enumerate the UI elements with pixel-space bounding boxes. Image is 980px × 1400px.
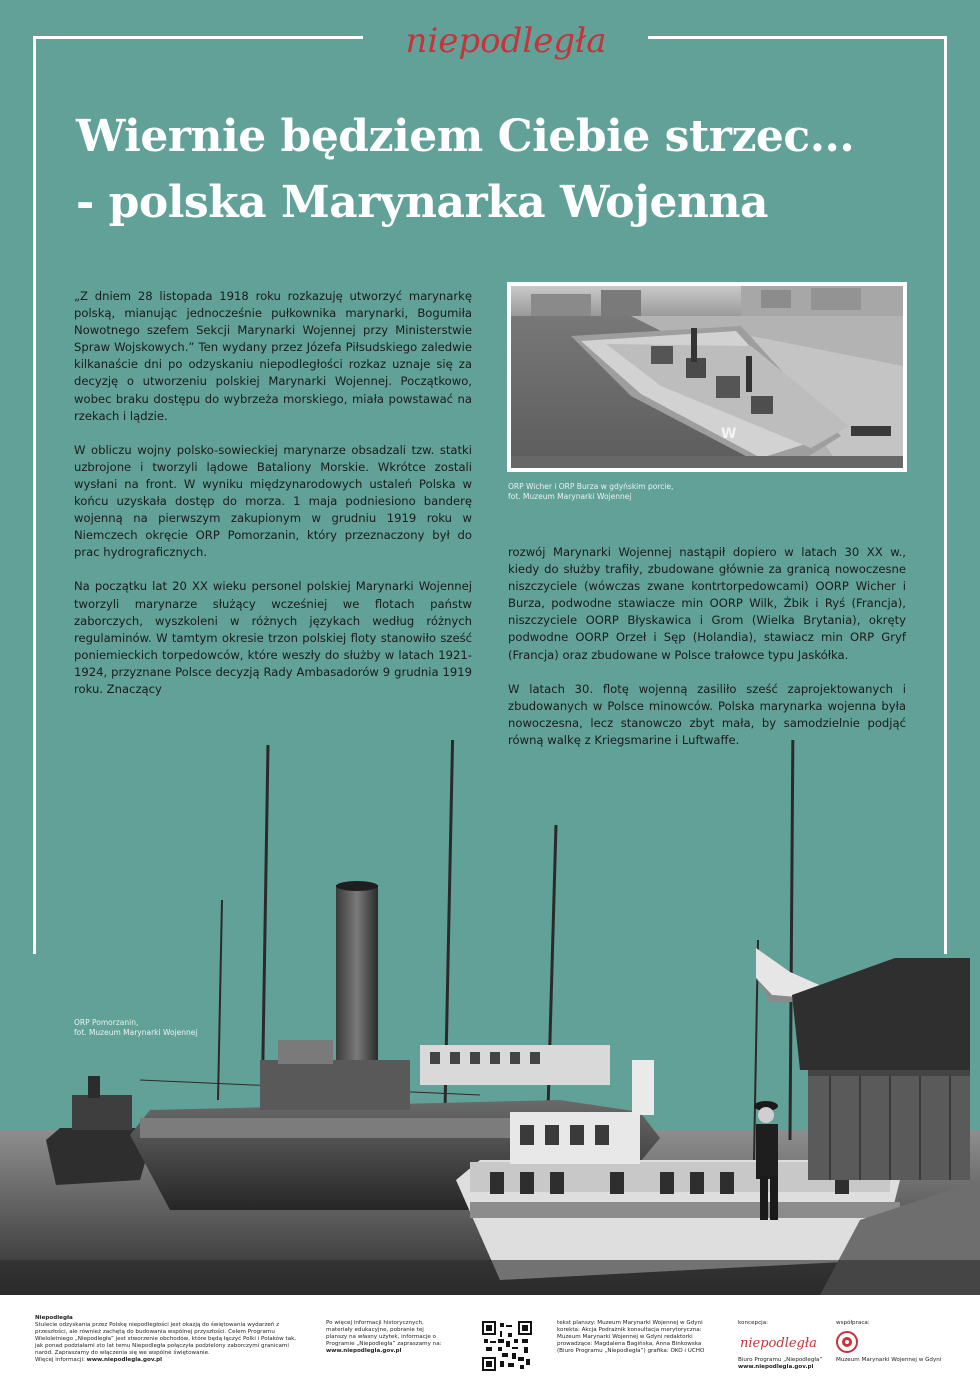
- caption-line: fot. Muzeum Marynarki Wojennej: [74, 1028, 198, 1037]
- paragraph: Na początku lat 20 XX wieku personel polskiej Marynarki Wojennej tworzyli marynarze służący wcześniej we flotach państw zaborczych, wyszkoleni w różnych językach według różnych regulaminów. W tamtym okresie trzon polskiej floty stanowiło sześć poniemieckich torpedowców, które weszły do służby w latach 1921-1924, przyznane Polsce decyzją Rady Ambasadorów 9 grudnia 1919 roku. Znaczący: [74, 579, 472, 696]
- niepodlegla-logo: [368, 10, 644, 70]
- right-text-column: [508, 544, 906, 766]
- frame-line: [33, 36, 363, 39]
- logo-text: niepodległa: [405, 21, 607, 61]
- footer-info-text: Po więcej informacji historycznych, materiały edukacyjne, pobranie tej planszy na własny użytek, informacje o Programie „Niepodległa” zapraszamy na:: [326, 1320, 442, 1347]
- footer-about-text: Stulecie odzyskania przez Polskę niepodległości jest okazją do świętowania wydarzeń z przeszłości, ale również zachętą do budowania wspólnej przyszłości. Celem Programu Wieloletniego „Niepodległa” jest stworzenie obchodów, które będą łączyć Polki i Polaków tak, jak ponad podziałami sto lat temu Niepodległa połączyła podzielony zaborczymi granicami naród. Zapraszamy do włączenia się we wspólne świętowanie.: [35, 1322, 297, 1356]
- photo-destroyers-in-port: [511, 286, 903, 468]
- logo-text: niepodległa: [740, 1336, 816, 1351]
- paragraph: W latach 30. flotę wojenną zasiliło sześć zaprojektowanych i zbudowanych w Polsce minowców. Polska marynarka wojenna była nowoczesna, lecz stanowczo zbyt mała, by samodzielnie podjąć równą walkę z Kriegsmarine i Luftwaffe.: [508, 681, 906, 747]
- footer-more-label: Więcej informacji:: [35, 1357, 85, 1363]
- footer-label: koncepcja:: [738, 1320, 769, 1326]
- caption-line: fot. Muzeum Marynarki Wojennej: [508, 492, 632, 501]
- footer-org: Muzeum Marynarki Wojennej w Gdyni: [836, 1357, 942, 1363]
- footer-credits: [557, 1320, 717, 1355]
- footer-partner-org: [836, 1357, 961, 1364]
- qr-code[interactable]: [482, 1321, 532, 1371]
- caption-line: ORP Wicher i ORP Burza w gdyńskim porcie,: [508, 482, 674, 491]
- hull-letter: W: [721, 426, 737, 442]
- footer-partner: [836, 1320, 956, 1327]
- footer-org: Biuro Programu „Niepodległa”: [738, 1357, 823, 1363]
- footer-concept-org: [738, 1357, 828, 1371]
- footer-about: [35, 1315, 305, 1364]
- page-title: [76, 104, 936, 236]
- footer-link[interactable]: www.niepodlegla.gov.pl: [86, 1357, 163, 1363]
- title-line-2: - polska Marynarka Wojenna: [76, 177, 769, 228]
- paragraph: rozwój Marynarki Wojennej nastąpił dopiero w latach 30 XX w., kiedy do służby trafiły, zbudowane głównie za granicą nowoczesne niszczyciele (wówczas zwane kontrtorpedowcami) OORP Wicher i Burza, podwodne stawiacze min OORP Wilk, Żbik i Ryś (Francja), niszczyciele OORP Błyskawica i Grom (Wielka Brytania), okręty podwodne OORP Orzeł i Sęp (Holandia), stawiacz min ORP Gryf (Francja) oraz zbudowane w Polsce trałowce typu Jaskółka.: [508, 545, 906, 662]
- caption-line: ORP Pomorzanin,: [74, 1018, 139, 1027]
- footer-label: współpraca:: [836, 1320, 870, 1326]
- frame-line: [648, 36, 947, 39]
- footer-info: [326, 1320, 446, 1355]
- photo-caption-bottom: [74, 1018, 254, 1038]
- photo-caption-top: [508, 482, 768, 502]
- paragraph: W obliczu wojny polsko-sowieckiej marynarze obsadzali tzw. statki uzbrojone i tworzyli lądowe Bataliony Morskie. Wkrótce zostali wysłani na front. W wyniku międzynarodowych ustaleń Polska w końcu uzyskała dostęp do morza. 1 maja podniesiono banderę wojenną na pierwszym zakupionym w grudniu 1919 roku w Niemczech okręcie ORP Pomorzanin, który przeznaczony był do prac hydrograficznych.: [74, 442, 472, 560]
- paragraph: „Z dniem 28 listopada 1918 roku rozkazuję utworzyć marynarkę polską, mianując jednocześnie pułkownika marynarki, Bogumiła Nowotnego szefem Sekcji Marynarki Wojennej przy Ministerstwie Spraw Wojskowych.” Ten wydany przez Józefa Piłsudskiego zaledwie kilkanaście dni po odzyskaniu niepodległości rozkaz uznaje się za decyzję o utworzeniu polskiej Marynarki Wojennej. Początkowo, wobec braku dostępu do wybrzeża morskiego, miała powstawać na rzekach i lądzie.: [74, 289, 472, 423]
- footer-title: Niepodległa: [35, 1315, 73, 1321]
- footer-link[interactable]: www.niepodlegla.gov.pl: [326, 1348, 402, 1354]
- footer-link[interactable]: www.niepodlegla.gov.pl: [738, 1364, 814, 1370]
- title-line-1: Wiernie będziem Ciebie strzec...: [76, 111, 855, 162]
- museum-logo-icon: [836, 1331, 858, 1353]
- footer-credits-text: tekst planszy: Muzeum Marynarki Wojennej w Gdyni korekta: Akcja Podrażnik konsultacja merytoryczna: Muzeum Marynarki Wojennej w Gdyni redaktorki prowadzące: Magdalena Bagińska, Anna Binkowska (Biuro Programu „Niepodległa”) grafika: OKO i UCHO: [557, 1320, 705, 1354]
- footer-concept: [738, 1320, 818, 1327]
- footer: [0, 1295, 980, 1400]
- left-text-column: [74, 288, 472, 715]
- niepodlegla-logo-small: [738, 1331, 816, 1353]
